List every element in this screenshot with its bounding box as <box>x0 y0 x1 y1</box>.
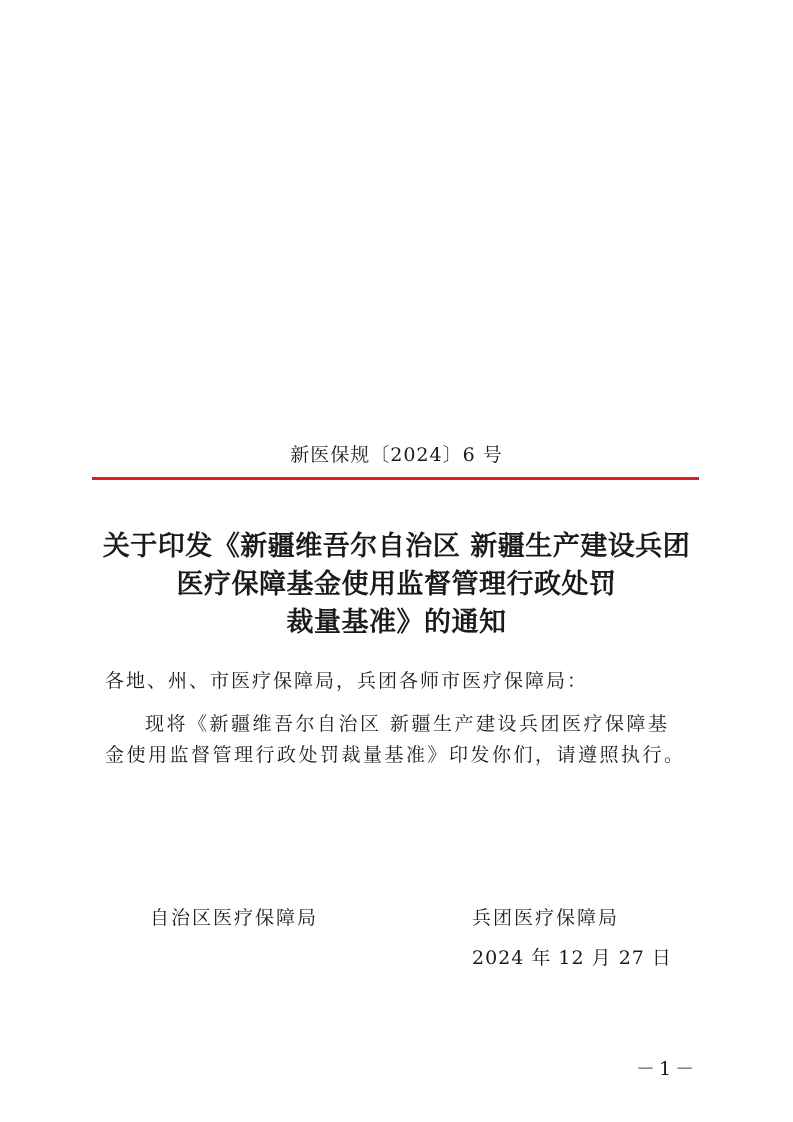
signature-date: 2024 年 12 月 27 日 <box>472 947 672 969</box>
red-divider-line <box>92 477 699 480</box>
document-title <box>0 528 793 642</box>
title-line-2: 医疗保障基金使用监督管理行政处罚 <box>176 569 617 600</box>
page-number: －1－ <box>636 1058 699 1080</box>
body-paragraph-line-2: 金使用监督管理行政处罚裁量基准》印发你们，请遵照执行。 <box>105 744 686 766</box>
signature-left: 自治区医疗保障局 <box>150 907 319 929</box>
document-number: 新医保规〔2024〕6 号 <box>290 444 503 466</box>
signature-right: 兵团医疗保障局 <box>472 907 620 929</box>
title-line-3: 裁量基准》的通知 <box>286 607 507 638</box>
body-paragraph-line-1: 现将《新疆维吾尔自治区 新疆生产建设兵团医疗保障基 <box>145 713 670 735</box>
salutation: 各地、州、市医疗保障局，兵团各师市医疗保障局： <box>105 670 589 692</box>
title-line-1: 关于印发《新疆维吾尔自治区 新疆生产建设兵团 <box>102 531 691 562</box>
